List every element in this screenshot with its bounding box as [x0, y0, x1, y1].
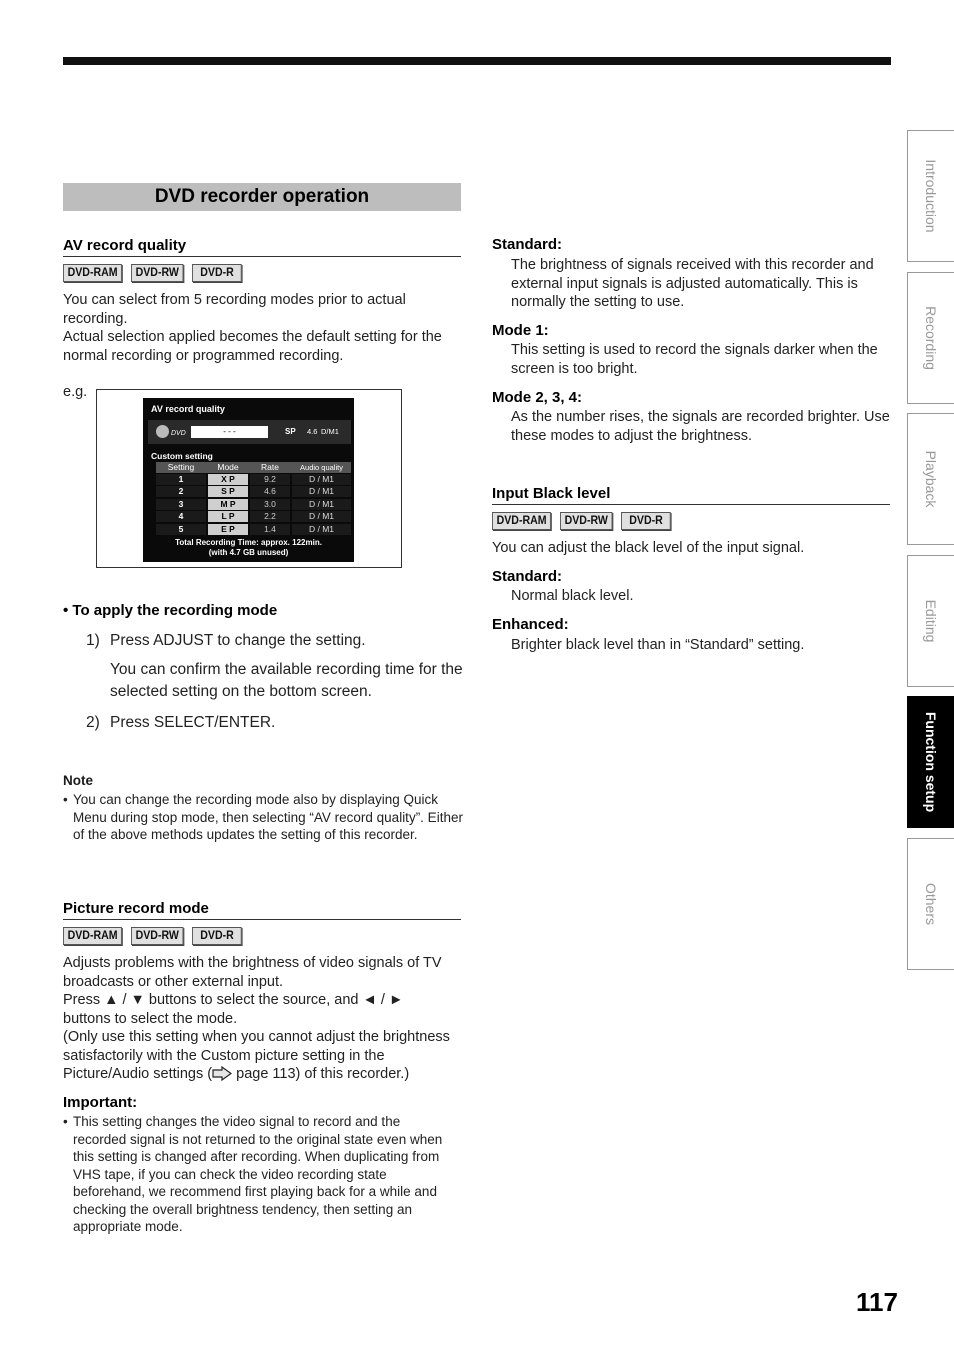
screen-cell-setting: 4: [156, 511, 206, 522]
tab-editing-label: Editing: [923, 599, 939, 643]
header-audio: Audio quality: [300, 463, 343, 472]
tab-function-setup-label: Function setup: [923, 711, 939, 813]
av-quality-heading: AV record quality: [63, 237, 461, 257]
screen-cell-setting: 3: [156, 499, 206, 510]
standard-heading: Standard:: [492, 236, 563, 253]
important-list: [63, 1113, 448, 1236]
screen-table-row: [156, 499, 351, 510]
tab-function-setup[interactable]: [907, 696, 954, 828]
screen-cell-audio: D / M1: [292, 474, 351, 485]
enhanced-text: Brighter black level than in “Standard” setting.: [511, 637, 805, 653]
tab-others-label: Others: [923, 882, 939, 926]
black-level-text: You can adjust the black level of the input signal.: [492, 540, 805, 556]
badge-dvd-rw: DVD-RW: [131, 264, 183, 282]
badge-dvd-r: DVD-R: [192, 927, 242, 945]
note-item: • You can change the recording mode also by displaying Quick Menu during stop mode, then selecting “AV record quality”. Either of the above methods updates the setting of this recorder.: [63, 791, 463, 844]
screen-cell-setting: 2: [156, 486, 206, 497]
screen-cell-rate: 4.6: [250, 486, 290, 497]
tab-playback-label: Playback: [923, 450, 939, 508]
section-title: DVD recorder operation: [63, 183, 461, 211]
note-list: [63, 791, 463, 844]
screen-cell-mode: E P: [208, 524, 248, 535]
badge-dvd-ram: DVD-RAM: [492, 512, 551, 530]
apply-heading: • To apply the recording mode: [63, 602, 278, 619]
picture-mode-p3b: page 113) of this recorder.): [232, 1066, 410, 1082]
black-level-heading: Input Black level: [492, 485, 890, 505]
screen-cell-mode: X P: [208, 474, 248, 485]
step1-text: Press ADJUST to change the setting.: [110, 632, 366, 649]
important-heading: Important:: [63, 1094, 138, 1111]
screen-cell-rate: 1.4: [250, 524, 290, 535]
note-heading: Note: [63, 773, 93, 788]
status-audio: D/M1: [321, 427, 339, 436]
picture-mode-p3a: (Only use this setting when you cannot adjust the brightness satisfactorily with the Custom picture setting in the Picture/Audio settings (: [63, 1029, 450, 1082]
disc-icon: [156, 425, 169, 438]
status-mode: SP: [285, 427, 296, 436]
important-item: • This setting changes the video signal to record and the recorded signal is not returned to the original state even when this setting is changed after recording. When duplicating from VHS tape, if you can check the video recording state beforehand, we recommend first playing back for a while and checking the overall brightness tendency, then setting an appropriate mode.: [63, 1113, 448, 1236]
screen-cell-audio: D / M1: [292, 499, 351, 510]
screen-table-row: [156, 524, 351, 535]
enhanced-heading: Enhanced:: [492, 616, 569, 633]
tab-others[interactable]: [907, 838, 954, 970]
screen-cell-mode: M P: [208, 499, 248, 510]
tab-recording-label: Recording: [923, 306, 939, 370]
av-quality-paragraph: You can select from 5 recording modes prior to actual recording. Actual selection applied becomes the default setting for the normal recording or programmed recording.: [63, 292, 442, 364]
mode234-heading: Mode 2, 3, 4:: [492, 389, 583, 406]
picture-mode-p3: [63, 1028, 465, 1084]
screen-footer: [143, 538, 354, 558]
badge-dvd-r: DVD-R: [621, 512, 671, 530]
picture-mode-p1: Adjusts problems with the brightness of video signals of TV broadcasts or other external input.: [63, 955, 442, 990]
badge-dvd-rw: DVD-RW: [131, 927, 183, 945]
screen-cell-mode: S P: [208, 486, 248, 497]
screen-table-row: [156, 511, 351, 522]
screen-cell-setting: 1: [156, 474, 206, 485]
eg-label: e.g.: [63, 384, 88, 400]
footer-unused: (with 4.7 GB unused): [208, 548, 289, 557]
screen-cell-mode: L P: [208, 511, 248, 522]
screen-table-row: [156, 474, 351, 485]
header-rate: Rate: [261, 462, 279, 472]
screen-status-bar: [148, 420, 351, 444]
page-number: 117: [856, 1287, 898, 1317]
badge-dvd-ram: DVD-RAM: [63, 927, 122, 945]
screen-table-header: [156, 462, 351, 473]
top-rule: [63, 57, 891, 65]
footer-total-time: Total Recording Time: approx. 122min.: [175, 538, 322, 547]
picture-mode-badges: [63, 927, 247, 945]
header-mode: Mode: [217, 462, 239, 472]
standard-text: The brightness of signals received with this recorder and external input signals is adjusted automatically. This is normally the setting to use.: [511, 257, 874, 310]
screen-title: AV record quality: [151, 404, 225, 414]
tab-recording[interactable]: [907, 272, 954, 404]
black-standard-heading: Standard:: [492, 568, 563, 585]
black-standard-text: Normal black level.: [511, 588, 634, 604]
page-reference-arrow-icon: [212, 1066, 232, 1081]
screen-table-row: [156, 486, 351, 497]
tab-editing[interactable]: [907, 555, 954, 687]
tab-introduction-label: Introduction: [923, 159, 939, 233]
mode1-heading: Mode 1:: [492, 322, 549, 339]
picture-mode-p2: Press ▲ / ▼ buttons to select the source, and ◄ / ► buttons to select the mode.: [63, 992, 404, 1027]
screen-cell-audio: D / M1: [292, 524, 351, 535]
av-quality-badges: [63, 264, 247, 282]
tab-introduction[interactable]: [907, 130, 954, 262]
disc-label: DVD: [171, 430, 186, 437]
black-level-badges: [492, 512, 676, 530]
screen-cell-audio: D / M1: [292, 486, 351, 497]
header-setting: Setting: [167, 462, 195, 472]
step2-number: 2): [86, 714, 100, 731]
badge-dvd-ram: DVD-RAM: [63, 264, 122, 282]
tab-playback[interactable]: [907, 413, 954, 545]
screen-cell-rate: 3.0: [250, 499, 290, 510]
disc-value: - - -: [191, 426, 268, 438]
screen-cell-audio: D / M1: [292, 511, 351, 522]
custom-setting-label: Custom setting: [151, 451, 213, 461]
av-quality-screen: [143, 398, 354, 562]
badge-dvd-rw: DVD-RW: [560, 512, 612, 530]
screen-cell-setting: 5: [156, 524, 206, 535]
step1-number: 1): [86, 632, 100, 649]
screen-cell-rate: 9.2: [250, 474, 290, 485]
step2-text: Press SELECT/ENTER.: [110, 714, 276, 731]
step1-subtext: You can confirm the available recording time for the selected setting on the bottom screen.: [110, 661, 463, 700]
screen-cell-rate: 2.2: [250, 511, 290, 522]
badge-dvd-r: DVD-R: [192, 264, 242, 282]
status-rate: 4.6: [307, 427, 318, 436]
mode1-text: This setting is used to record the signals darker when the screen is too bright.: [511, 342, 878, 377]
mode234-text: As the number rises, the signals are recorded brighter. Use these modes to adjust the brightness.: [511, 409, 890, 444]
picture-mode-heading: Picture record mode: [63, 900, 461, 920]
